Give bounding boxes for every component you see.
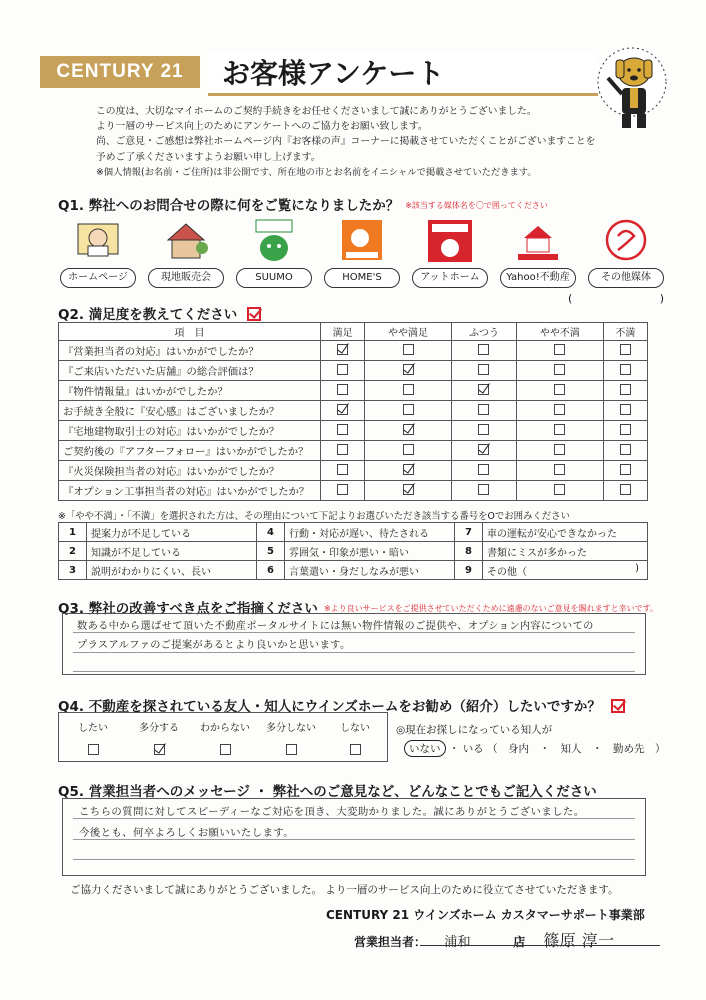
- q2-heading-text: Q2. 満足度を教えてください: [58, 307, 238, 323]
- q4-acquaintance-options: [404, 740, 666, 757]
- answer-line: [73, 839, 635, 840]
- satisfaction-checkbox[interactable]: [403, 464, 414, 475]
- answer-line: [73, 652, 635, 653]
- satisfaction-checkbox[interactable]: [337, 484, 348, 495]
- q3-heading-text: Q3. 弊社の改善すべき点をご指摘ください: [58, 601, 318, 617]
- satisfaction-cell: [321, 441, 365, 461]
- satisfaction-cell: [451, 461, 516, 481]
- intro-text: [96, 104, 656, 180]
- satisfaction-row: [59, 481, 648, 501]
- satisfaction-checkbox[interactable]: [554, 384, 565, 395]
- media-label: その他媒体: [588, 268, 664, 288]
- checkmark-icon: [611, 699, 625, 713]
- satisfaction-checkbox[interactable]: [337, 404, 348, 415]
- media-option-yahoo[interactable]: [500, 218, 576, 292]
- satisfaction-cell: [365, 441, 451, 461]
- column-header: 項 目: [59, 323, 321, 341]
- satisfaction-cell: [365, 481, 451, 501]
- column-header: 満足: [321, 323, 365, 341]
- century21-logo: CENTURY 21: [40, 56, 200, 88]
- satisfaction-cell: [451, 441, 516, 461]
- q3-answer-line2: プラスアルファのご提案があるとより良いかと思います。: [77, 640, 351, 651]
- q4-option-label: 多分する: [139, 723, 179, 734]
- satisfaction-row: [59, 401, 648, 421]
- satisfaction-cell: [365, 381, 451, 401]
- satisfaction-cell: [517, 341, 603, 361]
- satisfaction-checkbox[interactable]: [337, 364, 348, 375]
- open-house-icon: [162, 218, 210, 264]
- satisfaction-checkbox[interactable]: [403, 344, 414, 355]
- store-label: 店: [513, 935, 526, 949]
- satisfaction-item-label: 『火災保険担当者の対応』はいかがでしたか？: [59, 461, 321, 481]
- reason-number[interactable]: 5: [257, 542, 285, 561]
- satisfaction-checkbox[interactable]: [478, 484, 489, 495]
- satisfaction-checkbox[interactable]: [554, 444, 565, 455]
- media-label: Yahoo!不動産: [500, 268, 576, 288]
- satisfaction-cell: [603, 441, 647, 461]
- satisfaction-checkbox[interactable]: [478, 404, 489, 415]
- satisfaction-cell: [321, 421, 365, 441]
- satisfaction-row: [59, 341, 648, 361]
- media-option-suumo[interactable]: [236, 218, 312, 292]
- satisfaction-cell: [451, 381, 516, 401]
- media-option-other[interactable]: [588, 218, 664, 292]
- satisfaction-header-row: [59, 323, 648, 341]
- column-header: 不満: [603, 323, 647, 341]
- satisfaction-item-label: お手続き全般に『安心感』はございましたか？: [59, 401, 321, 421]
- satisfaction-checkbox[interactable]: [478, 424, 489, 435]
- satisfaction-item-label: 『宅地建物取引士の対応』はいかがでしたか？: [59, 421, 321, 441]
- store-name: 浦和: [444, 935, 472, 950]
- satisfaction-row: [59, 381, 648, 401]
- reason-number[interactable]: 4: [257, 523, 285, 542]
- reason-text: 車の運転が安心できなかった: [483, 523, 648, 542]
- satisfaction-checkbox[interactable]: [620, 464, 631, 475]
- intro-line: より一層のサービス向上のためにアンケートへのご協力をお願い致します。: [96, 121, 428, 133]
- satisfaction-cell: [451, 361, 516, 381]
- satisfaction-cell: [451, 341, 516, 361]
- q5-answer-box[interactable]: [62, 798, 646, 876]
- satisfaction-cell: [451, 401, 516, 421]
- athome-icon: [426, 218, 474, 264]
- q2-heading: [58, 303, 261, 323]
- column-header: ふつう: [451, 323, 516, 341]
- reason-number[interactable]: 8: [455, 542, 483, 561]
- satisfaction-cell: [517, 381, 603, 401]
- media-label: HOME'S: [324, 268, 400, 288]
- satisfaction-item-label: 『オプション工事担当者の対応』はいかがでしたか？: [59, 481, 321, 501]
- satisfaction-cell: [603, 341, 647, 361]
- yahoo-realestate-icon: [514, 218, 562, 264]
- q4-option-label: わからない: [200, 723, 250, 734]
- q4-option-label: したい: [78, 723, 108, 734]
- satisfaction-checkbox[interactable]: [620, 344, 631, 355]
- suumo-icon: [250, 218, 298, 264]
- satisfaction-cell: [365, 361, 451, 381]
- reason-number[interactable]: 2: [59, 542, 87, 561]
- reason-text: 知識が不足している: [87, 542, 257, 561]
- reasons-table: [58, 522, 648, 580]
- separator: ・: [448, 743, 460, 755]
- media-option-homes[interactable]: [324, 218, 400, 292]
- reason-text: 書類にミスが多かった: [483, 542, 648, 561]
- satisfaction-checkbox[interactable]: [337, 384, 348, 395]
- q4-checkbox[interactable]: [220, 744, 231, 755]
- q4-option[interactable]: [259, 719, 323, 755]
- satisfaction-row: [59, 361, 648, 381]
- column-header: やや不満: [517, 323, 603, 341]
- other-media-icon: [602, 218, 650, 264]
- option-detail[interactable]: （ 身内 ・ 知人 ・ 勤め先 ）: [487, 743, 666, 755]
- q4-option[interactable]: [61, 719, 125, 755]
- q5-answer-line1: こちらの質問に対してスピーディーなご対応を頂き、大変助かりました。誠にありがとうございました。: [79, 806, 585, 818]
- satisfaction-item-label: ご契約後の『アフターフォロー』はいかがでしたか？: [59, 441, 321, 461]
- satisfaction-cell: [451, 421, 516, 441]
- satisfaction-checkbox[interactable]: [620, 404, 631, 415]
- satisfaction-cell: [321, 481, 365, 501]
- satisfaction-checkbox[interactable]: [403, 424, 414, 435]
- satisfaction-checkbox[interactable]: [478, 364, 489, 375]
- satisfaction-cell: [365, 341, 451, 361]
- q4-acquaintance-question: ◎現在お探しになっている知人が: [396, 724, 553, 736]
- homes-icon: [338, 218, 386, 264]
- satisfaction-cell: [321, 361, 365, 381]
- media-option-homepage[interactable]: [60, 218, 136, 292]
- reason-number[interactable]: 1: [59, 523, 87, 542]
- reason-other-cell[interactable]: [483, 561, 648, 580]
- reason-text: 提案力が不足している: [87, 523, 257, 542]
- satisfaction-cell: [321, 461, 365, 481]
- satisfaction-checkbox[interactable]: [478, 464, 489, 475]
- satisfaction-cell: [517, 401, 603, 421]
- intro-privacy-note: ※個人情報(お名前・ご住所)は非公開です、所在地の市とお名前をイニシャルで掲載させていただきます。: [96, 166, 537, 178]
- media-other-input[interactable]: [568, 292, 664, 305]
- company-name: CENTURY 21 ウインズホーム カスタマーサポート事業部: [326, 908, 645, 922]
- satisfaction-checkbox[interactable]: [554, 464, 565, 475]
- q4-options: [58, 712, 388, 762]
- satisfaction-checkbox[interactable]: [403, 484, 414, 495]
- staff-row: [354, 928, 615, 951]
- satisfaction-cell: [517, 461, 603, 481]
- satisfaction-checkbox[interactable]: [620, 364, 631, 375]
- satisfaction-checkbox[interactable]: [337, 424, 348, 435]
- q4-option[interactable]: [127, 719, 191, 755]
- satisfaction-cell: [321, 341, 365, 361]
- intro-line: この度は、大切なマイホームのご契約手続きをお任せくださいまして誠にありがとうございました。: [96, 106, 537, 117]
- media-option-open-house[interactable]: [148, 218, 224, 292]
- satisfaction-cell: [517, 441, 603, 461]
- q4-checkbox[interactable]: [286, 744, 297, 755]
- reasons-row: [59, 523, 648, 542]
- column-header: やや満足: [365, 323, 451, 341]
- satisfaction-checkbox[interactable]: [620, 484, 631, 495]
- satisfaction-cell: [603, 401, 647, 421]
- thanks-text: ご協力くださいまして誠にありがとうございました。 より一層のサービス向上のために役立てさせていただきます。: [70, 884, 619, 896]
- satisfaction-item-label: 『ご来店いただいた店舗』の総合評価は？: [59, 361, 321, 381]
- answer-line: [73, 671, 635, 672]
- satisfaction-cell: [365, 461, 451, 481]
- satisfaction-cell: [517, 421, 603, 441]
- q1-heading-text: Q1. 弊社へのお問合せの際に何をご覧になりましたか？: [58, 198, 400, 214]
- satisfaction-checkbox[interactable]: [337, 444, 348, 455]
- reasons-row: [59, 542, 648, 561]
- reasons-row: [59, 561, 648, 580]
- satisfaction-checkbox[interactable]: [554, 424, 565, 435]
- q4-checkbox[interactable]: [88, 744, 99, 755]
- satisfaction-checkbox[interactable]: [554, 484, 565, 495]
- paren-close: ): [635, 562, 639, 574]
- paren-close: ): [659, 292, 664, 305]
- satisfaction-checkbox[interactable]: [403, 364, 414, 375]
- satisfaction-cell: [517, 481, 603, 501]
- satisfaction-checkbox[interactable]: [620, 424, 631, 435]
- satisfaction-checkbox[interactable]: [478, 344, 489, 355]
- q5-answer-line2: 今後とも、何卒よろしくお願いいたします。: [79, 827, 294, 839]
- checkmark-icon: [247, 307, 261, 321]
- staff-name: 篠原 淳一: [543, 931, 615, 950]
- satisfaction-checkbox[interactable]: [337, 344, 348, 355]
- signature-line: [420, 945, 660, 946]
- satisfaction-cell: [603, 461, 647, 481]
- satisfaction-checkbox[interactable]: [554, 344, 565, 355]
- answer-line: [73, 818, 635, 819]
- media-option-athome[interactable]: [412, 218, 488, 292]
- paren-open: (: [568, 292, 573, 305]
- satisfaction-item-label: 『営業担当者の対応』はいかがでしたか？: [59, 341, 321, 361]
- q3-answer-line1: 数ある中から選ばせて頂いた不動産ポータルサイトには無い物件情報のご提供や、オプション内容についての: [77, 621, 594, 632]
- q4-option[interactable]: [323, 719, 387, 755]
- staff-label: 営業担当者：: [354, 935, 427, 949]
- q4-checkbox[interactable]: [154, 744, 165, 755]
- q3-note: ※より良いサービスをご提供させていただくために遠慮のないご意見を賜れますと幸いです。: [323, 604, 658, 613]
- satisfaction-table: [58, 322, 648, 501]
- q4-option-label: しない: [340, 723, 370, 734]
- q1-heading: [58, 194, 548, 214]
- intro-line: 予めご了承くださいますようお願い申し上げます。: [96, 151, 321, 163]
- satisfaction-cell: [321, 381, 365, 401]
- intro-line: 尚、ご意見・ご感想は弊社ホームページ内『お客様の声』コーナーに掲載させていただくことがございますことを: [96, 136, 596, 148]
- reasons-note: ※「やや不満」・「不満」を選択された方は、その理由について下記よりお選びいただき該当する番号をOでお囲みください: [58, 511, 570, 522]
- satisfaction-checkbox[interactable]: [403, 404, 414, 415]
- satisfaction-cell: [365, 421, 451, 441]
- satisfaction-cell: [517, 361, 603, 381]
- satisfaction-checkbox[interactable]: [554, 364, 565, 375]
- media-label: 現地販売会: [148, 268, 224, 288]
- homepage-icon: [74, 218, 122, 264]
- media-options: [60, 218, 660, 292]
- q1-note: ※該当する媒体名を〇で囲ってください: [405, 201, 548, 210]
- satisfaction-cell: [451, 481, 516, 501]
- reason-text: その他（: [487, 566, 527, 578]
- reason-text: 説明がわかりにくい、長い: [87, 561, 257, 580]
- q4-option-label: 多分しない: [266, 723, 316, 734]
- media-label: アットホーム: [412, 268, 488, 288]
- satisfaction-checkbox[interactable]: [620, 384, 631, 395]
- answer-line: [73, 632, 635, 633]
- reason-text: 行動・対応が遅い、待たされる: [285, 523, 455, 542]
- media-label: SUUMO: [236, 268, 312, 288]
- q4-option[interactable]: [193, 719, 257, 755]
- satisfaction-checkbox[interactable]: [554, 404, 565, 415]
- option-yes[interactable]: いる: [462, 743, 484, 755]
- satisfaction-item-label: 『物件情報量』はいかがでしたか？: [59, 381, 321, 401]
- reason-number[interactable]: 9: [455, 561, 483, 580]
- satisfaction-checkbox[interactable]: [620, 444, 631, 455]
- q4-heading-text: Q4. 不動産を探されている友人・知人にウインズホームをお勧め（紹介）したいですか？: [58, 699, 601, 715]
- reason-number[interactable]: 7: [455, 523, 483, 542]
- media-label: ホームページ: [60, 268, 136, 288]
- satisfaction-row: [59, 421, 648, 441]
- satisfaction-row: [59, 441, 648, 461]
- reason-text: 雰囲気・印象が悪い・暗い: [285, 542, 455, 561]
- option-no[interactable]: いない: [404, 740, 446, 757]
- satisfaction-row: [59, 461, 648, 481]
- satisfaction-checkbox[interactable]: [478, 384, 489, 395]
- satisfaction-body: [59, 341, 648, 501]
- answer-line: [73, 859, 635, 860]
- satisfaction-checkbox[interactable]: [403, 444, 414, 455]
- q3-answer-box[interactable]: [62, 613, 646, 675]
- satisfaction-checkbox[interactable]: [403, 384, 414, 395]
- satisfaction-cell: [365, 401, 451, 421]
- q4-checkbox[interactable]: [350, 744, 361, 755]
- satisfaction-cell: [603, 481, 647, 501]
- page-title: お客様アンケート: [208, 52, 598, 96]
- reason-number[interactable]: 6: [257, 561, 285, 580]
- q5-heading: [58, 780, 597, 800]
- satisfaction-cell: [321, 401, 365, 421]
- satisfaction-checkbox[interactable]: [337, 464, 348, 475]
- satisfaction-cell: [603, 421, 647, 441]
- satisfaction-cell: [603, 361, 647, 381]
- satisfaction-cell: [603, 381, 647, 401]
- satisfaction-checkbox[interactable]: [478, 444, 489, 455]
- reason-text: 言葉遣い・身だしなみが悪い: [285, 561, 455, 580]
- reason-number[interactable]: 3: [59, 561, 87, 580]
- q5-heading-text: Q5. 営業担当者へのメッセージ ・ 弊社へのご意見など、どんなことでもご記入ください: [58, 784, 597, 800]
